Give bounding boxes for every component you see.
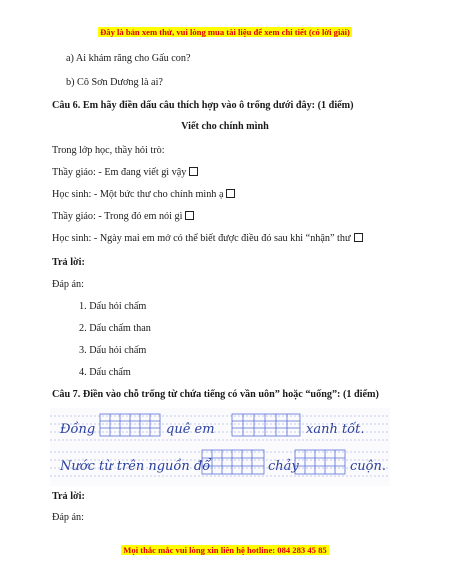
hw-word: chảy [268, 459, 299, 474]
hw-word: Đồng [60, 422, 96, 437]
dialogue-line: Học sinh: - Một bức thư cho chính mình ạ [52, 189, 235, 200]
question-b: b) Cô Sơn Dương là ai? [66, 77, 163, 88]
blank-box[interactable] [354, 233, 363, 242]
header-banner: Đây là bản xem thử, vui lòng mua tài liệu để xem chi tiết (có lời giải) [100, 27, 350, 37]
answer-intro: Đáp án: [52, 279, 84, 290]
handwriting-exercise [50, 408, 390, 486]
answer-item: 4. Dấu chấm [79, 367, 131, 378]
answer-label: Trả lời: [52, 257, 85, 268]
blank-grid[interactable] [232, 414, 300, 436]
blank-grid[interactable] [295, 450, 345, 474]
q7-title: Câu 7. Điền vào chỗ trống từ chứa tiếng có vần uôn” hoặc “uống”: (1 điểm) [52, 389, 379, 400]
answer-item: 2. Dấu chấm than [79, 323, 151, 334]
story-title: Viết cho chính mình [181, 121, 269, 132]
blank-box[interactable] [189, 167, 198, 176]
story-intro: Trong lớp học, thầy hỏi trò: [52, 145, 165, 156]
dialogue-line: Thầy giáo: - Em đang viết gì vậy [52, 167, 198, 178]
q6-title: Câu 6. Em hãy điền dấu câu thích hợp vào ô trống dưới đây: (1 điểm) [52, 100, 354, 111]
q7-answer-intro: Đáp án: [52, 512, 84, 523]
hw-word: quê em [166, 422, 215, 437]
blank-box[interactable] [226, 189, 235, 198]
hw-word: cuộn. [350, 459, 386, 474]
hw-word: xanh tốt. [306, 422, 365, 437]
answer-item: 1. Dấu hỏi chấm [79, 301, 147, 312]
answer-item: 3. Dấu hỏi chấm [79, 345, 147, 356]
question-a: a) Ai khám răng cho Gấu con? [66, 53, 191, 64]
footer-banner: Mọi thắc mắc vui lòng xin liên hệ hotline: 084 283 45 85 [123, 545, 327, 555]
blank-grid[interactable] [202, 450, 264, 474]
handwriting-svg [50, 408, 390, 486]
blank-box[interactable] [185, 211, 194, 220]
q7-answer-label: Trả lời: [52, 491, 85, 502]
dialogue-line: Học sinh: - Ngày mai em mở có thể biết được điều đó sau khi “nhận” thư [52, 233, 363, 244]
hw-word: Nước từ trên nguồn đổ [60, 459, 211, 474]
dialogue-line: Thầy giáo: - Trong đó em nói gì [52, 211, 194, 222]
